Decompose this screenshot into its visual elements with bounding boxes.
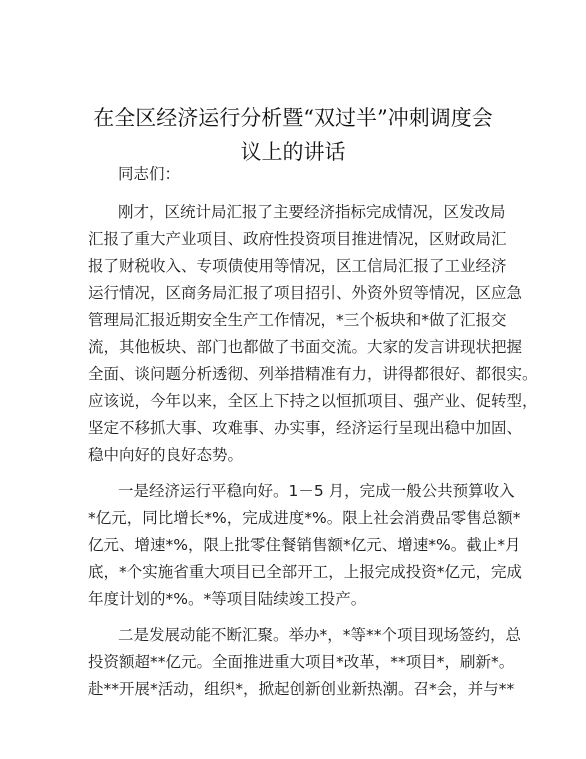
paragraph-1-line: 汇报了重大产业项目、政府性投资项目推进情况，区财政局汇 xyxy=(88,230,507,248)
paragraph-1-line: 坚定不移抓大事、攻难事、办实事，经济运行呈现出稳中加固、 xyxy=(88,419,523,437)
document-title-line-2: 议上的讲话 xyxy=(240,140,346,164)
paragraph-3-line: 二是发展动能不断汇聚。举办*，*等**个项目现场签约，总 xyxy=(118,626,522,644)
paragraph-1-line: 刚才，区统计局汇报了主要经济指标完成情况，区发改局 xyxy=(118,203,506,221)
paragraph-1-line: 稳中向好的良好态势。 xyxy=(88,446,244,464)
paragraph-1-line: 流，其他板块、部门也都做了书面交流。大家的发言讲现状把握 xyxy=(88,338,523,356)
paragraph-1-line: 报了财税收入、专项债使用等情况，区工信局汇报了工业经济 xyxy=(88,257,507,275)
paragraph-1-line: 应该说，今年以来，全区上下持之以恒抓项目、强产业、促转型， xyxy=(88,392,538,410)
paragraph-2-line: 一是经济运行平稳向好。1－5 月，完成一般公共预算收入 xyxy=(118,482,515,500)
paragraph-2-line: 年度计划的*%。*等项目陆续竣工投产。 xyxy=(88,590,367,608)
paragraph-1-line: 运行情况，区商务局汇报了项目招引、外资外贸等情况，区应急 xyxy=(88,284,523,302)
paragraph-2-line: 亿元、增速*%，限上批零住餐销售额*亿元、增速*%。截止*月 xyxy=(88,536,521,554)
paragraph-2-line: *亿元，同比增长*%，完成进度*%。限上社会消费品零售总额* xyxy=(88,509,521,527)
paragraph-3-line: 赴**开展*活动，组织*，掀起创新创业新热潮。召*会，并与** xyxy=(88,680,515,698)
salutation: 同志们： xyxy=(118,165,181,183)
paragraph-1-line: 管理局汇报近期安全生产工作情况，*三个板块和*做了汇报交 xyxy=(88,311,507,329)
paragraph-2-line: 底，*个实施省重大项目已全部开工，上报完成投资*亿元，完成 xyxy=(88,563,523,581)
document-title-line-1: 在全区经济运行分析暨“双过半”冲刺调度会 xyxy=(93,106,493,130)
paragraph-3-line: 投资额超**亿元。全面推进重大项目*改革，**项目*，刷新*。 xyxy=(88,653,515,671)
paragraph-1-line: 全面、谈问题分析透彻、列举措精准有力，讲得都很好、都很实。 xyxy=(88,365,538,383)
